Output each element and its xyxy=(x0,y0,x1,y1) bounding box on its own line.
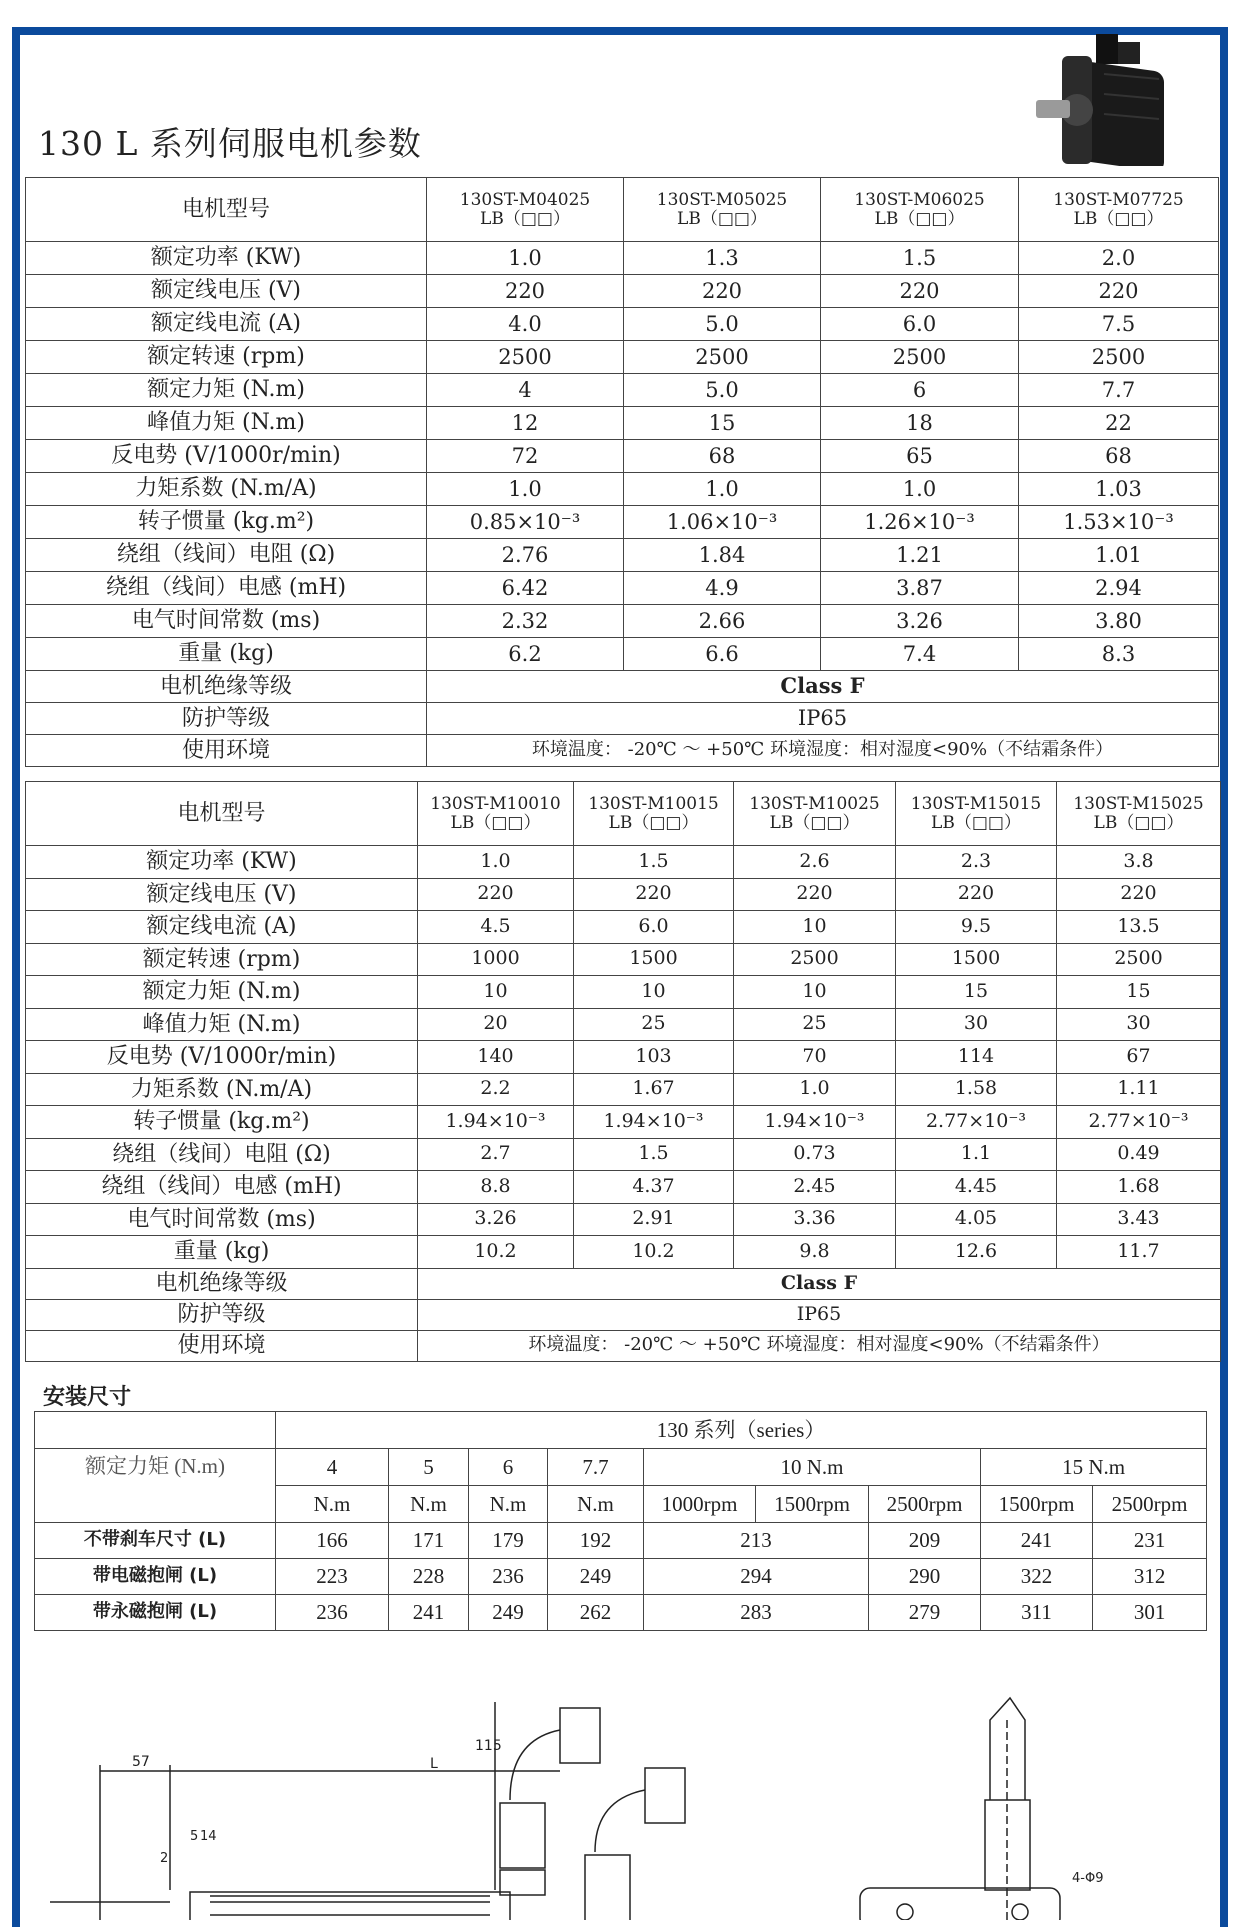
model-suffix: LB（□□） xyxy=(608,812,699,833)
value-cell: 1.3 xyxy=(624,242,821,275)
row-label: 额定线电压 (V) xyxy=(26,275,427,308)
model-header xyxy=(821,178,1019,242)
row-label: 使用环境 xyxy=(26,735,427,767)
value-cell: 220 xyxy=(1019,275,1219,308)
value-cell: 10.2 xyxy=(574,1236,734,1269)
table-row xyxy=(26,440,1219,473)
value-cell: 1.94×10⁻³ xyxy=(734,1106,896,1139)
model-name: 130ST-M15015 xyxy=(910,793,1042,814)
span-value-cell: IP65 xyxy=(427,703,1219,735)
table-row xyxy=(26,506,1219,539)
value-cell: 3.26 xyxy=(418,1203,574,1236)
value-cell: 1.0 xyxy=(418,846,574,879)
value-cell: 220 xyxy=(418,878,574,911)
model-suffix: LB（□□） xyxy=(769,812,860,833)
dim-L: L xyxy=(430,1756,438,1772)
value-cell: 220 xyxy=(624,275,821,308)
value-cell: 1.26×10⁻³ xyxy=(821,506,1019,539)
value-cell: 68 xyxy=(1019,440,1219,473)
value-cell: 5.0 xyxy=(624,374,821,407)
motor-params-table-1 xyxy=(25,177,1219,767)
value-cell: 0.85×10⁻³ xyxy=(427,506,624,539)
value-cell: 0.73 xyxy=(734,1138,896,1171)
value-cell: 1.5 xyxy=(574,1138,734,1171)
table-row xyxy=(26,703,1219,735)
table-row xyxy=(26,1041,1221,1074)
value-cell: 4.5 xyxy=(418,911,574,944)
unit-cell: N.m xyxy=(389,1486,469,1523)
value-cell: 294 xyxy=(644,1559,869,1595)
row-label: 转子惯量 (kg.m²) xyxy=(26,1106,418,1139)
table-row xyxy=(26,638,1219,671)
row-label: 峰值力矩 (N.m) xyxy=(26,407,427,440)
value-cell: 1.5 xyxy=(574,846,734,879)
value-cell: 103 xyxy=(574,1041,734,1074)
speed-cell: 1500rpm xyxy=(981,1486,1093,1523)
value-cell: 220 xyxy=(896,878,1057,911)
value-cell: 231 xyxy=(1093,1523,1207,1559)
span-value-cell: Class F xyxy=(427,671,1219,703)
value-cell: 4.9 xyxy=(624,572,821,605)
table-row xyxy=(26,671,1219,703)
value-cell: 220 xyxy=(821,275,1019,308)
table-row xyxy=(35,1559,1207,1595)
row-label: 转子惯量 (kg.m²) xyxy=(26,506,427,539)
row-label: 力矩系数 (N.m/A) xyxy=(26,473,427,506)
model-name: 130ST-M10015 xyxy=(588,793,719,814)
model-name: 130ST-M04025 xyxy=(459,189,591,210)
table-row xyxy=(26,407,1219,440)
row-label: 使用环境 xyxy=(26,1330,418,1361)
value-cell: 10 xyxy=(734,911,896,944)
table-row xyxy=(26,1073,1221,1106)
model-header xyxy=(734,782,896,846)
header-row xyxy=(26,178,1219,242)
value-cell: 1.0 xyxy=(427,242,624,275)
value-cell: 2.6 xyxy=(734,846,896,879)
model-suffix: LB（□□） xyxy=(1093,812,1184,833)
span-value-cell: 环境温度： -20℃ ～ +50℃ 环境湿度：相对湿度<90%（不结霜条件） xyxy=(427,735,1219,767)
row-label: 带永磁抱闸 (L) xyxy=(35,1595,276,1631)
row-label: 额定力矩 (N.m) xyxy=(26,374,427,407)
row-label: 峰值力矩 (N.m) xyxy=(26,1008,418,1041)
model-header xyxy=(418,782,574,846)
value-cell: 220 xyxy=(574,878,734,911)
row-label: 带电磁抱闸 (L) xyxy=(35,1559,276,1595)
unit-cell: N.m xyxy=(276,1486,389,1523)
value-cell: 1.84 xyxy=(624,539,821,572)
value-cell: 3.26 xyxy=(821,605,1019,638)
row-label: 额定线电流 (A) xyxy=(26,911,418,944)
value-cell: 25 xyxy=(574,1008,734,1041)
value-cell: 1.01 xyxy=(1019,539,1219,572)
value-cell: 2.32 xyxy=(427,605,624,638)
value-cell: 1.03 xyxy=(1019,473,1219,506)
value-cell: 223 xyxy=(276,1559,389,1595)
value-cell: 311 xyxy=(981,1595,1093,1631)
row-label: 电气时间常数 (ms) xyxy=(26,605,427,638)
value-cell: 13.5 xyxy=(1057,911,1221,944)
model-suffix: LB（□□） xyxy=(480,208,570,229)
model-name: 130ST-M10010 xyxy=(430,793,561,814)
value-cell: 7.5 xyxy=(1019,308,1219,341)
servo-motor-image xyxy=(1034,34,1174,166)
dim-57: 57 xyxy=(132,1754,150,1770)
value-cell: 283 xyxy=(644,1595,869,1631)
span-value-cell: 环境温度： -20℃ ～ +50℃ 环境湿度：相对湿度<90%（不结霜条件） xyxy=(418,1330,1221,1361)
row-label: 反电势 (V/1000r/min) xyxy=(26,440,427,473)
speed-cell: 1000rpm xyxy=(644,1486,756,1523)
table-row xyxy=(35,1523,1207,1559)
value-cell: 1500 xyxy=(896,943,1057,976)
value-cell: 2.94 xyxy=(1019,572,1219,605)
torque-row xyxy=(35,1449,1207,1486)
value-cell: 166 xyxy=(276,1523,389,1559)
value-cell: 4.05 xyxy=(896,1203,1057,1236)
table-row xyxy=(26,1236,1221,1269)
unit-cell: N.m xyxy=(548,1486,644,1523)
value-cell: 2.2 xyxy=(418,1073,574,1106)
value-cell: 241 xyxy=(389,1595,469,1631)
value-cell: 10 xyxy=(418,976,574,1009)
value-cell: 1.11 xyxy=(1057,1073,1221,1106)
value-cell: 220 xyxy=(734,878,896,911)
model-suffix: LB（□□） xyxy=(450,812,541,833)
model-suffix: LB（□□） xyxy=(1073,208,1164,229)
row-label: 绕组（线间）电阻 (Ω) xyxy=(26,539,427,572)
speed-cell: 1500rpm xyxy=(756,1486,869,1523)
table-row xyxy=(26,341,1219,374)
value-cell: 2.3 xyxy=(896,846,1057,879)
row-label: 防护等级 xyxy=(26,703,427,735)
torque-value: 7.7 xyxy=(548,1449,644,1486)
value-cell: 1.0 xyxy=(624,473,821,506)
value-cell: 2.77×10⁻³ xyxy=(896,1106,1057,1139)
value-cell: 65 xyxy=(821,440,1019,473)
value-cell: 3.87 xyxy=(821,572,1019,605)
span-value-cell: IP65 xyxy=(418,1299,1221,1330)
dim-5: 5 xyxy=(190,1829,199,1844)
model-name: 130ST-M06025 xyxy=(854,189,985,210)
value-cell: 279 xyxy=(869,1595,981,1631)
row-label: 额定力矩 (N.m) xyxy=(26,976,418,1009)
value-cell: 4.0 xyxy=(427,308,624,341)
value-cell: 6 xyxy=(821,374,1019,407)
table-row xyxy=(35,1595,1207,1631)
model-header xyxy=(1019,178,1219,242)
dim-115: 115 xyxy=(475,1738,502,1754)
value-cell: 2.7 xyxy=(418,1138,574,1171)
series-row xyxy=(35,1412,1207,1449)
value-cell: 1.67 xyxy=(574,1073,734,1106)
value-cell: 4 xyxy=(427,374,624,407)
model-suffix: LB（□□） xyxy=(931,812,1021,833)
value-cell: 68 xyxy=(624,440,821,473)
table-row xyxy=(26,539,1219,572)
value-cell: 30 xyxy=(1057,1008,1221,1041)
table-row xyxy=(26,1106,1221,1139)
table-row xyxy=(26,1008,1221,1041)
value-cell: 213 xyxy=(644,1523,869,1559)
torque-label: 额定力矩 (N.m) xyxy=(35,1449,276,1523)
row-label: 不带刹车尺寸 (L) xyxy=(35,1523,276,1559)
value-cell: 6.2 xyxy=(427,638,624,671)
value-cell: 312 xyxy=(1093,1559,1207,1595)
value-cell: 1.06×10⁻³ xyxy=(624,506,821,539)
value-cell: 70 xyxy=(734,1041,896,1074)
table-row xyxy=(26,1299,1221,1330)
value-cell: 22 xyxy=(1019,407,1219,440)
row-label: 额定线电压 (V) xyxy=(26,878,418,911)
dim-2: 2 xyxy=(160,1851,169,1866)
value-cell: 12 xyxy=(427,407,624,440)
row-label: 绕组（线间）电感 (mH) xyxy=(26,1171,418,1204)
table-row xyxy=(26,572,1219,605)
value-cell: 3.8 xyxy=(1057,846,1221,879)
value-cell: 140 xyxy=(418,1041,574,1074)
model-name: 130ST-M07725 xyxy=(1053,189,1184,210)
table-row xyxy=(26,242,1219,275)
model-suffix: LB（□□） xyxy=(874,208,965,229)
value-cell: 249 xyxy=(548,1559,644,1595)
motor-dimension-drawing xyxy=(20,1690,1220,1920)
torque-value: 4 xyxy=(276,1449,389,1486)
value-cell: 7.4 xyxy=(821,638,1019,671)
row-label: 防护等级 xyxy=(26,1299,418,1330)
table-row xyxy=(26,878,1221,911)
value-cell: 192 xyxy=(548,1523,644,1559)
value-cell: 67 xyxy=(1057,1041,1221,1074)
value-cell: 2.45 xyxy=(734,1171,896,1204)
row-label: 电气时间常数 (ms) xyxy=(26,1203,418,1236)
value-cell: 1.94×10⁻³ xyxy=(574,1106,734,1139)
value-cell: 220 xyxy=(1057,878,1221,911)
row-label: 绕组（线间）电阻 (Ω) xyxy=(26,1138,418,1171)
value-cell: 11.7 xyxy=(1057,1236,1221,1269)
value-cell: 220 xyxy=(427,275,624,308)
value-cell: 2.91 xyxy=(574,1203,734,1236)
value-cell: 6.0 xyxy=(821,308,1019,341)
row-label: 额定功率 (KW) xyxy=(26,242,427,275)
value-cell: 322 xyxy=(981,1559,1093,1595)
value-cell: 2500 xyxy=(624,341,821,374)
speed-cell: 2500rpm xyxy=(869,1486,981,1523)
value-cell: 20 xyxy=(418,1008,574,1041)
row-label: 额定功率 (KW) xyxy=(26,846,418,879)
row-label: 电机绝缘等级 xyxy=(26,1268,418,1299)
table-row xyxy=(26,976,1221,1009)
row-label: 额定线电流 (A) xyxy=(26,308,427,341)
header-label: 电机型号 xyxy=(26,178,427,242)
value-cell: 9.5 xyxy=(896,911,1057,944)
page-title: 130 L 系列伺服电机参数 xyxy=(38,124,422,163)
value-cell: 0.49 xyxy=(1057,1138,1221,1171)
value-cell: 6.42 xyxy=(427,572,624,605)
table-row xyxy=(26,1330,1221,1361)
unit-cell: N.m xyxy=(469,1486,548,1523)
value-cell: 72 xyxy=(427,440,624,473)
motor-params-table-2 xyxy=(25,781,1221,1362)
table-row xyxy=(26,473,1219,506)
span-value-cell: Class F xyxy=(418,1268,1221,1299)
value-cell: 6.6 xyxy=(624,638,821,671)
table-row xyxy=(26,943,1221,976)
table-row xyxy=(26,846,1221,879)
table-row xyxy=(26,308,1219,341)
torque-value: 5 xyxy=(389,1449,469,1486)
install-dimensions-heading: 安装尺寸 xyxy=(43,1385,132,1410)
row-label: 额定转速 (rpm) xyxy=(26,341,427,374)
model-header xyxy=(427,178,624,242)
value-cell: 18 xyxy=(821,407,1019,440)
table-row xyxy=(26,374,1219,407)
value-cell: 3.36 xyxy=(734,1203,896,1236)
value-cell: 2500 xyxy=(1019,341,1219,374)
value-cell: 15 xyxy=(1057,976,1221,1009)
value-cell: 8.3 xyxy=(1019,638,1219,671)
value-cell: 1.0 xyxy=(427,473,624,506)
value-cell: 30 xyxy=(896,1008,1057,1041)
value-cell: 249 xyxy=(469,1595,548,1631)
value-cell: 25 xyxy=(734,1008,896,1041)
value-cell: 1.53×10⁻³ xyxy=(1019,506,1219,539)
value-cell: 2.0 xyxy=(1019,242,1219,275)
model-suffix: LB（□□） xyxy=(677,208,767,229)
row-label: 重量 (kg) xyxy=(26,1236,418,1269)
value-cell: 236 xyxy=(469,1559,548,1595)
table-row xyxy=(26,605,1219,638)
value-cell: 10 xyxy=(734,976,896,1009)
value-cell: 4.37 xyxy=(574,1171,734,1204)
value-cell: 1.5 xyxy=(821,242,1019,275)
value-cell: 8.8 xyxy=(418,1171,574,1204)
value-cell: 301 xyxy=(1093,1595,1207,1631)
value-cell: 3.43 xyxy=(1057,1203,1221,1236)
row-label: 绕组（线间）电感 (mH) xyxy=(26,572,427,605)
row-label: 重量 (kg) xyxy=(26,638,427,671)
group-10nm: 10 N.m xyxy=(644,1449,981,1486)
value-cell: 5.0 xyxy=(624,308,821,341)
install-dimensions-table xyxy=(34,1411,1207,1631)
value-cell: 15 xyxy=(624,407,821,440)
value-cell: 179 xyxy=(469,1523,548,1559)
value-cell: 2500 xyxy=(427,341,624,374)
row-label: 电机绝缘等级 xyxy=(26,671,427,703)
value-cell: 1500 xyxy=(574,943,734,976)
model-header xyxy=(624,178,821,242)
value-cell: 1.68 xyxy=(1057,1171,1221,1204)
row-label: 额定转速 (rpm) xyxy=(26,943,418,976)
value-cell: 2.76 xyxy=(427,539,624,572)
model-name: 130ST-M15025 xyxy=(1073,793,1204,814)
value-cell: 290 xyxy=(869,1559,981,1595)
value-cell: 10.2 xyxy=(418,1236,574,1269)
value-cell: 171 xyxy=(389,1523,469,1559)
value-cell: 2.77×10⁻³ xyxy=(1057,1106,1221,1139)
value-cell: 236 xyxy=(276,1595,389,1631)
model-header xyxy=(574,782,734,846)
table-row xyxy=(26,1171,1221,1204)
torque-value: 6 xyxy=(469,1449,548,1486)
value-cell: 241 xyxy=(981,1523,1093,1559)
speed-cell: 2500rpm xyxy=(1093,1486,1207,1523)
table-row xyxy=(26,735,1219,767)
value-cell: 2500 xyxy=(1057,943,1221,976)
value-cell: 1000 xyxy=(418,943,574,976)
value-cell: 1.1 xyxy=(896,1138,1057,1171)
table-row xyxy=(26,1138,1221,1171)
header-label: 电机型号 xyxy=(26,782,418,846)
series-label: 130 系列（series） xyxy=(276,1412,1207,1449)
value-cell: 3.80 xyxy=(1019,605,1219,638)
value-cell: 2500 xyxy=(734,943,896,976)
value-cell: 1.94×10⁻³ xyxy=(418,1106,574,1139)
value-cell: 2.66 xyxy=(624,605,821,638)
value-cell: 209 xyxy=(869,1523,981,1559)
model-name: 130ST-M10025 xyxy=(749,793,880,814)
empty-cell xyxy=(35,1412,276,1449)
model-header xyxy=(1057,782,1221,846)
value-cell: 6.0 xyxy=(574,911,734,944)
value-cell: 9.8 xyxy=(734,1236,896,1269)
header-row xyxy=(26,782,1221,846)
value-cell: 1.0 xyxy=(821,473,1019,506)
dim-4-phi9: 4-Φ9 xyxy=(1072,1871,1104,1886)
value-cell: 1.21 xyxy=(821,539,1019,572)
table-row xyxy=(26,275,1219,308)
row-label: 反电势 (V/1000r/min) xyxy=(26,1041,418,1074)
value-cell: 4.45 xyxy=(896,1171,1057,1204)
row-label: 力矩系数 (N.m/A) xyxy=(26,1073,418,1106)
table-row xyxy=(26,1203,1221,1236)
value-cell: 10 xyxy=(574,976,734,1009)
value-cell: 2500 xyxy=(821,341,1019,374)
value-cell: 15 xyxy=(896,976,1057,1009)
group-15nm: 15 N.m xyxy=(981,1449,1207,1486)
value-cell: 1.0 xyxy=(734,1073,896,1106)
value-cell: 12.6 xyxy=(896,1236,1057,1269)
table-row xyxy=(26,911,1221,944)
value-cell: 7.7 xyxy=(1019,374,1219,407)
value-cell: 262 xyxy=(548,1595,644,1631)
value-cell: 1.58 xyxy=(896,1073,1057,1106)
dim-14: 14 xyxy=(200,1829,217,1844)
value-cell: 114 xyxy=(896,1041,1057,1074)
model-header xyxy=(896,782,1057,846)
model-name: 130ST-M05025 xyxy=(656,189,788,210)
value-cell: 228 xyxy=(389,1559,469,1595)
table-row xyxy=(26,1268,1221,1299)
